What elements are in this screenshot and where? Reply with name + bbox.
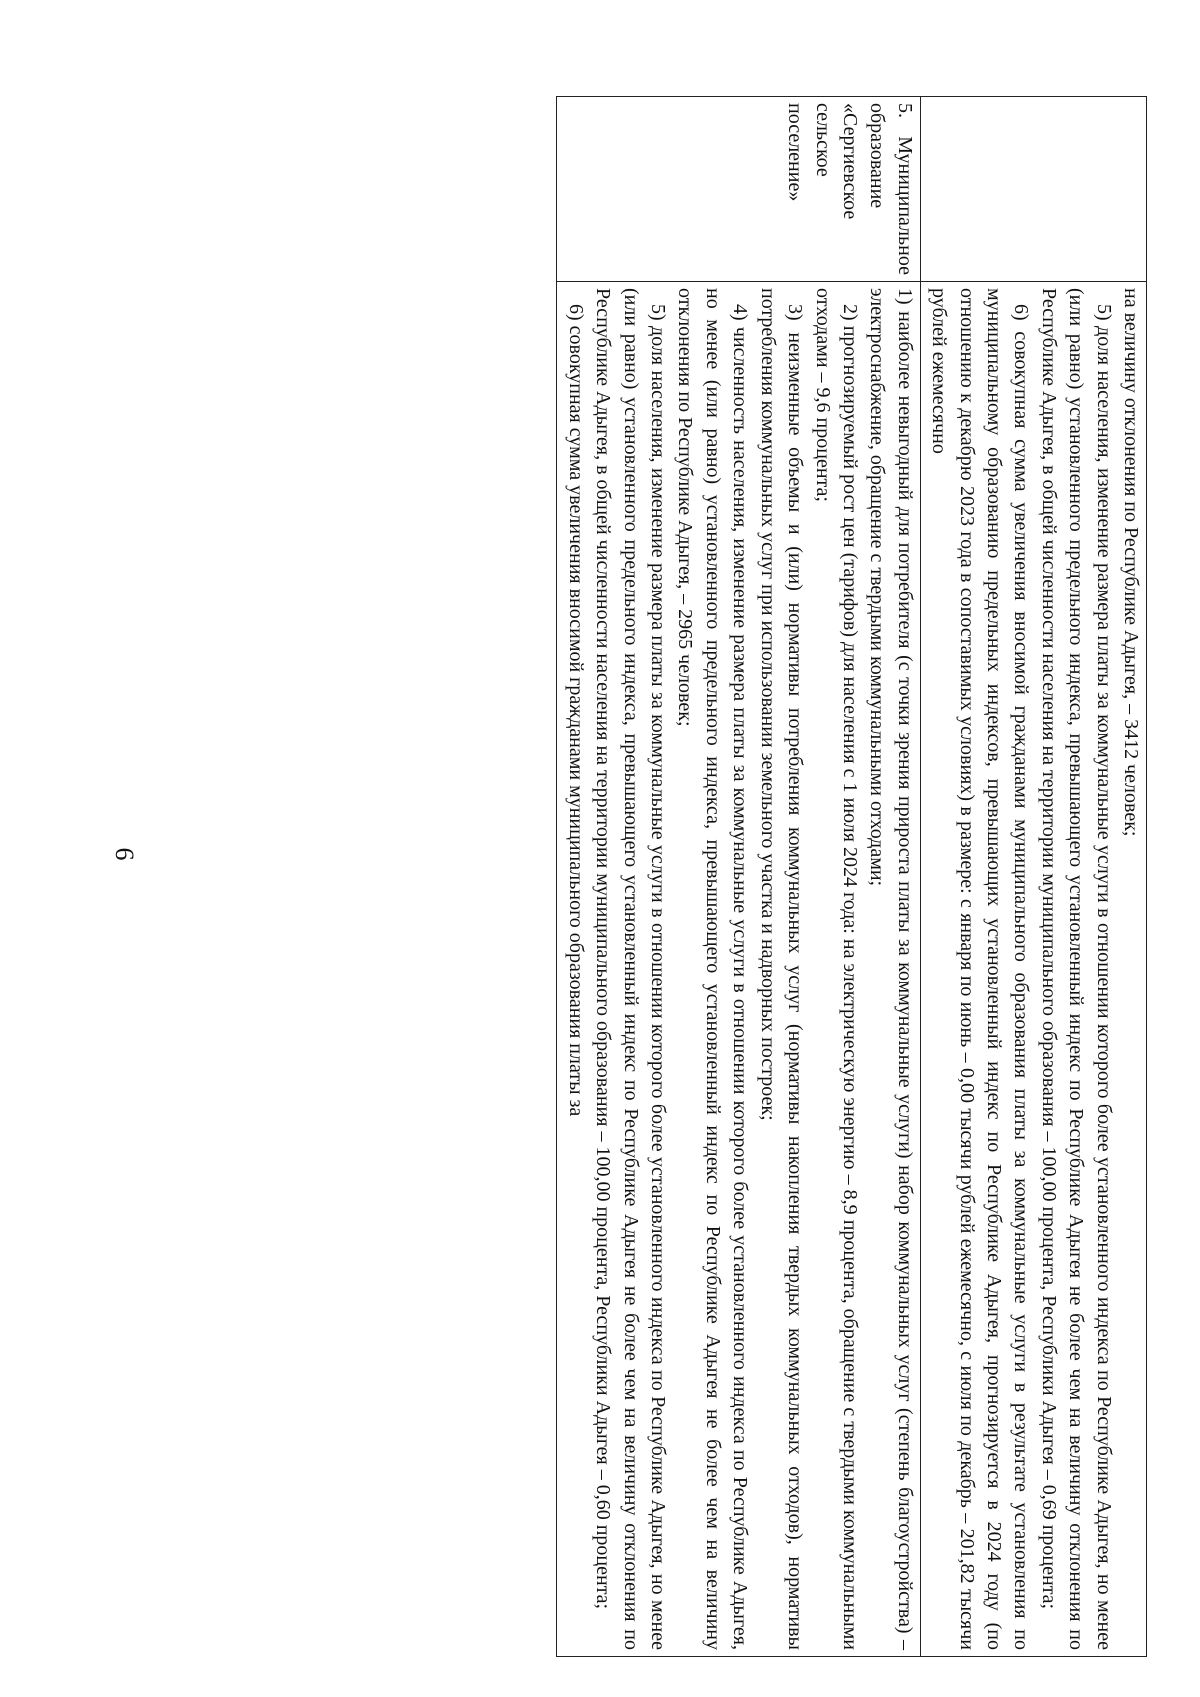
municipality-name-cell: 5. Муниципальное образование «Сергиевское сельское поселение» (557, 97, 920, 282)
conditions-cell (920, 282, 1146, 1657)
paragraph: 5) доля населения, изменение размера платы за коммунальные услуги в отношении которого более установленного индекса по Республике Адыгея, но менее (или равно) установленного предельного индекса, превышающего установленный индекс по Республике Адыгея не более чем на величину отклонения по Республике Адыгея, в общей численности населения на территории муниципального образования – 100,00 процента, Республики Адыгея – 0,69 процента; (1037, 288, 1115, 1650)
conditions-cell (557, 282, 920, 1657)
municipality-name-cell (920, 97, 1146, 282)
paragraph: 3) неизменные объемы и (или) нормативы потребления коммунальных услуг (нормативы накопления твердых коммунальных отходов), нормативы потребления коммунальных услуг при использовании земельного участка и надворных построек; (756, 288, 807, 1650)
paragraph: 2) прогнозируемый рост цен (тарифов) для населения с 1 июля 2024 года: на электрическую энергию – 8,9 процента, обращение с твердыми коммунальными отходами – 9,6 процента; (811, 288, 861, 1650)
paragraph: 6) совокупная сумма увеличения вносимой гражданами муниципального образования платы за коммунальные услуги в результате установления по муниципальному образованию предельных индексов, превышающих установленный индекс по Республике Адыгея, прогнозируется в 2024 году (по отношению к декабрю 2023 года в сопоставимых условиях) в размере: с января по июнь – 0,00 тысячи рублей ежемесячно, с июля по декабрь – 201,82 тысячи рублей ежемесячно (928, 288, 1033, 1650)
paragraph: 1) наиболее невыгодный для потребителя (с точки зрения прироста платы за коммунальные услуги) набор коммунальных услуг (степень благоустройства) – электроснабжение, обращение с твердыми коммунальными отходами; (866, 288, 916, 1650)
rotated-page (110, 48, 1147, 1660)
page-number: 6 (110, 847, 139, 861)
table-row (920, 97, 1146, 1657)
paragraph: на величину отклонения по Республике Адыгея, – 3412 человек; (1120, 288, 1142, 837)
document-table (556, 96, 1147, 1657)
paragraph: 4) численность населения, изменение размера платы за коммунальные услуги в отношении которого более установленного индекса по Республике Адыгея, но менее (или равно) установленного предельного индекса, превышающего установленный индекс по Республике Адыгея не более чем на величину отклонения по Республике Адыгея, – 2965 человек; (674, 288, 752, 1650)
paragraph: 6) совокупная сумма увеличения вносимой гражданами муниципального образования платы за (564, 304, 587, 1117)
table-row (557, 97, 920, 1657)
paragraph: 5) доля населения, изменение размера платы за коммунальные услуги в отношении которого более установленного индекса по Республике Адыгея, но менее (или равно) установленного предельного индекса, превышающего установленный индекс по Республике Адыгея не более чем на величину отклонения по Республике Адыгея, в общей численности населения на территории муниципального образования – 100,00 процента, Республики Адыгея – 0,60 процента; (592, 288, 670, 1650)
